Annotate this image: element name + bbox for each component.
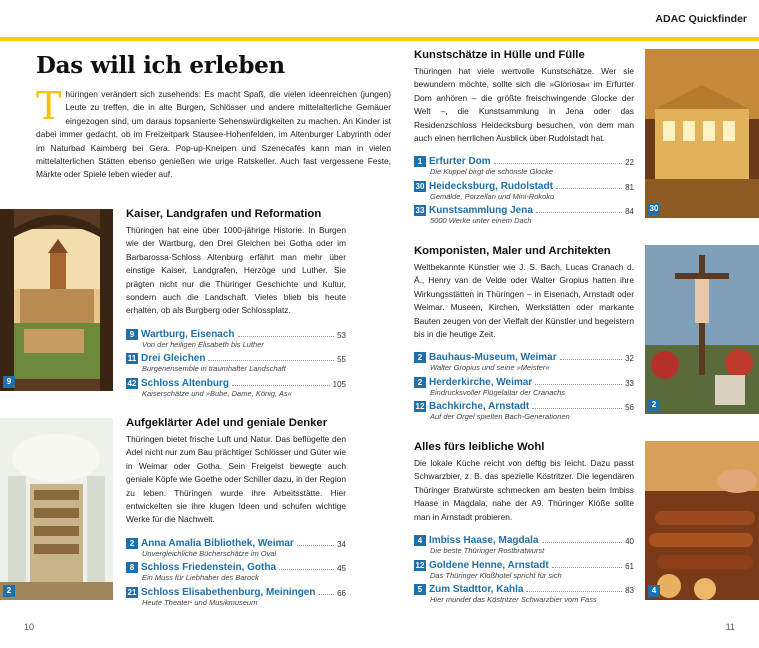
leader-dots <box>556 188 622 189</box>
leader-dots <box>208 360 334 361</box>
entry-number: 2 <box>414 352 426 363</box>
section-kaiser <box>126 208 346 400</box>
leader-dots <box>232 385 330 386</box>
entry-name[interactable]: Schloss Altenburg <box>141 377 229 389</box>
entry-name[interactable]: Imbiss Haase, Magdala <box>429 535 539 547</box>
list-item[interactable] <box>414 179 634 204</box>
entry-subtitle: Walter Gropius und seine »Meister« <box>430 363 550 373</box>
entry-list <box>126 327 346 401</box>
entry-page: 45 <box>337 564 346 574</box>
entry-name[interactable]: Erfurter Dom <box>429 156 491 168</box>
page-title: Das will ich erleben <box>36 52 285 79</box>
section-title: Aufgeklärter Adel und geniale Denker <box>126 417 328 429</box>
photo-badge: 30 <box>649 204 659 213</box>
entry-subtitle: Burgenensemble in traumhafter Landschaft <box>142 364 286 374</box>
entry-number: 12 <box>415 560 425 570</box>
section-title: Komponisten, Maler und Architekten <box>414 245 611 257</box>
entry-page: 56 <box>625 403 634 413</box>
altar-illustration <box>645 245 759 414</box>
entry-subtitle: Auf der Orgel spielten Bach-Generationen <box>430 412 570 422</box>
section-kunst <box>414 49 634 228</box>
section-title: Kunstschätze in Hülle und Fülle <box>414 49 585 61</box>
photo-cranach-altar <box>645 245 759 414</box>
list-item[interactable] <box>126 585 346 610</box>
entry-name[interactable]: Wartburg, Eisenach <box>141 328 235 340</box>
entry-page: 34 <box>337 539 346 549</box>
entry-number: 2 <box>126 538 138 549</box>
library-illustration <box>0 418 113 600</box>
leader-dots <box>494 163 622 164</box>
entry-page: 55 <box>337 355 346 365</box>
intro-paragraph <box>36 84 391 182</box>
section-komponisten <box>414 245 634 424</box>
entry-subtitle: Kaiserschätze und »Bube, Dame, König, As« <box>142 388 292 398</box>
section-body: Thüringen hat eine über 1000-jährige Historie. In Burgen wie der Wartburg, den Drei Gleichen bei Gotha oder im Barbarossa-Schloss Altenburg erfährt man mehr über einstige Kaiser, Landgrafen, Herzöge und Luther. Sie prägten nicht nur die Thüringer Geschichte und Kultur, sondern auch die Landschaft. Vieles blieb bis heute erhalten, ob als Burgberg oder Schlossplatz. <box>126 225 346 316</box>
entry-number: 5 <box>414 584 426 595</box>
entry-number: 30 <box>415 181 425 191</box>
entry-subtitle: Das Thüringer Kloßhotel spricht für sich <box>430 570 562 580</box>
entry-page: 53 <box>337 330 346 340</box>
photo-badge: 2 <box>648 399 660 411</box>
photo-heidecksburg <box>645 49 759 218</box>
leader-dots <box>238 336 335 337</box>
intro-dropcap: T <box>36 84 62 128</box>
entry-page: 33 <box>625 378 634 388</box>
entry-subtitle: Die beste Thüringer Rostbratwurst <box>430 546 545 556</box>
list-item[interactable] <box>126 351 346 376</box>
entry-page: 32 <box>625 354 634 364</box>
list-item[interactable] <box>414 558 634 583</box>
list-item[interactable] <box>414 154 634 179</box>
entry-list <box>126 536 346 610</box>
leader-dots <box>542 542 623 543</box>
leader-dots <box>318 594 334 595</box>
entry-page: 66 <box>337 588 346 598</box>
leader-dots <box>532 408 622 409</box>
page-number-left: 10 <box>24 622 35 632</box>
entry-number: 1 <box>414 156 426 167</box>
entry-page: 40 <box>625 537 634 547</box>
list-item[interactable] <box>126 560 346 585</box>
entry-name[interactable]: Goldene Henne, Arnstadt <box>429 559 549 571</box>
entry-page: 81 <box>625 182 634 192</box>
entry-page: 105 <box>332 379 346 389</box>
entry-subtitle: Eindrucksvoller Flügelaltar der Cranachs <box>430 387 566 397</box>
leader-dots <box>279 569 334 570</box>
list-item[interactable] <box>414 375 634 400</box>
entry-page: 22 <box>625 158 634 168</box>
section-title: Alles fürs leibliche Wohl <box>414 441 545 453</box>
heidecksburg-illustration <box>645 49 759 218</box>
wartburg-illustration <box>0 209 113 391</box>
entry-name[interactable]: Herderkirche, Weimar <box>429 376 533 388</box>
entry-name[interactable]: Bachkirche, Arnstadt <box>429 401 530 413</box>
section-adel <box>126 417 346 609</box>
intro-text: hüringen verändert sich zusehends: Es macht Spaß, die vielen ideenreichen (jungen) Leute zu treffen, die in alte Burgen, Schlösser und andere mittelalterliche Gemäuer eingezogen sind, um daraus topsanierte Sehenswürdigkeiten zu machen. An Kinder ist dabei immer gedacht, ob im Freizeitpark Stausee-Hohenfelden, im Altenburger Labyrinth oder im Naturbad Kaimberg bei Gera. Pop-up-Kneipen und Szenecafés kann man in vielen mittelalterlichen Stätten ebenso genießen wie urige Ratskeller. Auch fast vergessene Feste, Märkte oder Spiele leben wieder auf. <box>36 89 391 180</box>
entry-name[interactable]: Bauhaus-Museum, Weimar <box>429 352 557 364</box>
entry-number: 11 <box>127 354 137 364</box>
entry-number: 33 <box>415 206 425 216</box>
section-body: Thüringen bietet frische Luft und Natur. Das beflügelte den Adel nicht nur zum Bau prächtiger Schlösser und Güter wie in Weimar oder Gotha. Sein Freigeist bewegte auch geniale Köpfe wie Goethe oder Schiller dazu, in der Region zu leben. Thüringen wurde ihre Arbeitsstätte. Hier entwickelten sie ihre klugen Ideen und schufen wichtige Werke für die Nachwelt. <box>126 434 346 525</box>
entry-number: 4 <box>414 535 426 546</box>
list-item[interactable] <box>414 203 634 228</box>
entry-subtitle: Ein Muss für Liebhaber des Barock <box>142 573 259 583</box>
entry-list <box>414 533 634 607</box>
section-body: Thüringen hat viele wertvolle Kunstschätze. Wer sie bewundern möchte, sollte sich die »Gloriosa« im Erfurter Dom anhören – die größte freischwingende Glocke der Welt –, die Kunstsammlung in Jena oder das Residenzschloss Heidecksburg besuchen, von dem man auch einen herrlichen Ausblick über Rudolstadt hat. <box>414 66 634 144</box>
list-item[interactable] <box>414 399 634 424</box>
entry-subtitle: Heute Theater- und Musikmuseum <box>142 597 258 607</box>
entry-list <box>414 154 634 228</box>
entry-name[interactable]: Kunstsammlung Jena <box>429 205 533 217</box>
header-title: ADAC Quickfinder <box>655 13 747 25</box>
page-number-right: 11 <box>725 622 735 632</box>
list-item[interactable] <box>414 350 634 375</box>
entry-subtitle: Gemälde, Porzellan und Mini-Rokoko <box>430 191 555 201</box>
photo-bratwurst <box>645 441 759 600</box>
leader-dots <box>552 567 622 568</box>
entry-name[interactable]: Schloss Elisabethenburg, Meiningen <box>141 586 316 598</box>
leader-dots <box>297 545 334 546</box>
entry-name[interactable]: Heidecksburg, Rudolstadt <box>429 180 553 192</box>
photo-badge: 4 <box>648 585 660 597</box>
section-body: Weltbekannte Künstler wie J. S. Bach, Lucas Cranach d. Ä., Henry van de Velde oder Walter Gropius hatten ihre Wirkungsstätten in Thüringen – in Eisenach, Arnstadt oder Weimar. Museen, Kirchen, Werkstätten oder markante Bauten zeugen von der Vielfalt der Künstler und begeistern bis in die heutige Zeit. <box>414 262 634 340</box>
leader-dots <box>535 384 622 385</box>
entry-subtitle: Von der heiligen Elisabeth bis Luther <box>142 339 264 349</box>
entry-number: 9 <box>126 329 138 340</box>
leader-dots <box>526 591 622 592</box>
entry-subtitle: Unvergleichliche Bücherschätze im Oval <box>142 548 277 558</box>
bratwurst-illustration <box>645 441 759 600</box>
entry-name[interactable]: Drei Gleichen <box>141 353 206 365</box>
entry-number: 21 <box>127 587 137 597</box>
list-item[interactable] <box>126 536 346 561</box>
entry-name[interactable]: Schloss Friedenstein, Gotha <box>141 562 277 574</box>
photo-badge: 9 <box>3 376 15 388</box>
list-item[interactable] <box>126 376 346 401</box>
entry-number: 12 <box>415 402 425 412</box>
list-item[interactable] <box>414 533 634 558</box>
entry-number: 2 <box>414 377 426 388</box>
photo-badge: 2 <box>3 585 15 597</box>
entry-subtitle: Hier mundet das Köstritzer Schwarzbier vom Fass <box>430 595 597 605</box>
entry-list <box>414 350 634 424</box>
entry-name[interactable]: Zum Stadttor, Kahla <box>429 584 524 596</box>
list-item[interactable] <box>414 582 634 607</box>
entry-subtitle: Die Kuppel birgt die schönste Glocke <box>430 167 553 177</box>
leader-dots <box>536 212 622 213</box>
entry-number: 42 <box>127 378 137 388</box>
list-item[interactable] <box>126 327 346 352</box>
section-wohl <box>414 441 634 607</box>
photo-anna-amalia <box>0 418 113 600</box>
section-title: Kaiser, Landgrafen und Reformation <box>126 208 322 220</box>
entry-page: 84 <box>625 207 634 217</box>
entry-name[interactable]: Anna Amalia Bibliothek, Weimar <box>141 537 294 549</box>
photo-wartburg <box>0 209 113 391</box>
section-body: Die lokale Küche reicht von deftig bis leicht. Dazu passt Schwarzbier, z. B. das spezielle Köstritzer. Die legendären Thüringer Bratwürste schmecken am besten beim Imbiss Haase in Magdala, nahe der A9. Thüringer Klöße sollte man in Arnstadt probieren. <box>414 458 634 522</box>
entry-page: 61 <box>625 561 634 571</box>
header-rule <box>0 37 759 41</box>
entry-number: 8 <box>126 562 138 573</box>
entry-subtitle: 5000 Werke unter einem Dach <box>430 216 532 226</box>
leader-dots <box>560 359 622 360</box>
entry-page: 83 <box>625 586 634 596</box>
